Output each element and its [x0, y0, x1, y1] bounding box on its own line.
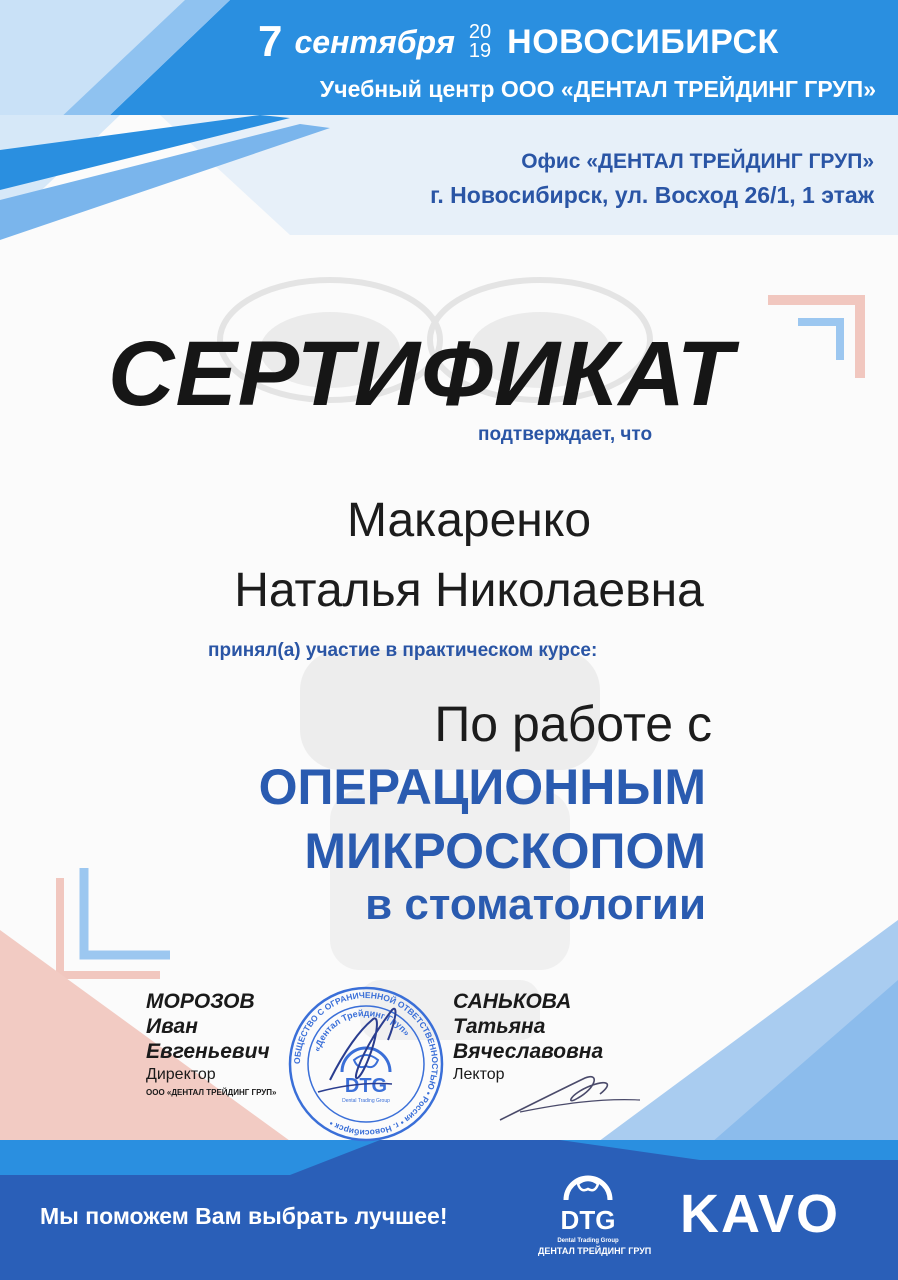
event-city: НОВОСИБИРСК — [507, 22, 779, 61]
dtg-logo-sub-ru: ДЕНТАЛ ТРЕЙДИНГ ГРУП — [538, 1246, 652, 1256]
dtg-logo — [538, 1162, 652, 1256]
event-year-bottom: 19 — [468, 40, 492, 62]
tooth-arch-icon — [558, 1162, 618, 1202]
kavo-logo: KAVO — [680, 1184, 841, 1244]
office-name: Офис «ДЕНТАЛ ТРЕЙДИНГ ГРУП» — [521, 150, 874, 173]
recipient-surname: Макаренко — [346, 494, 592, 547]
dtg-logo-sub-en: Dental Trading Group — [557, 1238, 619, 1244]
stamp-inner-text: «Дентал Трейдинг Груп» — [311, 1007, 412, 1053]
lecturer-first-name: Татьяна — [453, 1015, 546, 1038]
training-center: Учебный центр ООО «ДЕНТАЛ ТРЕЙДИНГ ГРУП» — [319, 76, 876, 102]
director-org: ООО «ДЕНТАЛ ТРЕЙДИНГ ГРУП» — [146, 1088, 277, 1097]
recipient-given-names: Наталья Николаевна — [234, 564, 704, 617]
lecturer-patronymic: Вячеславовна — [453, 1040, 604, 1063]
director-first-name: Иван — [146, 1015, 198, 1038]
certificate-title: СЕРТИФИКАТ — [108, 323, 734, 425]
stamp-outer-text: ОБЩЕСТВО С ОГРАНИЧЕННОЙ ОТВЕТСТВЕННОСТЬЮ • Россия • г. Новосибирск • — [291, 989, 441, 1139]
dtg-logo-text: DTG — [560, 1205, 616, 1235]
director-surname: МОРОЗОВ — [146, 990, 255, 1013]
event-year-top: 20 — [468, 21, 492, 43]
slogan: Мы поможем Вам выбрать лучшее! — [40, 1203, 448, 1229]
event-day: 7 — [258, 17, 283, 66]
lecturer-role: Лектор — [453, 1066, 505, 1083]
stamp-logo-sub: Dental Trading Group — [342, 1098, 390, 1104]
course-title-line-1: По работе с — [434, 696, 712, 752]
stamp-logo: DTG — [344, 1075, 388, 1097]
participation-text: принял(а) участие в практическом курсе: — [208, 640, 598, 661]
event-month: сентября — [294, 23, 455, 60]
director-patronymic: Евгеньевич — [146, 1040, 270, 1063]
lecturer-surname: САНЬКОВА — [453, 990, 572, 1013]
office-street: г. Новосибирск, ул. Восход 26/1, 1 этаж — [430, 182, 874, 208]
director-role: Директор — [146, 1066, 216, 1083]
course-title-line-3: МИКРОСКОПОМ — [304, 823, 706, 879]
course-title-line-4: в стоматологии — [365, 880, 706, 929]
course-title-line-2: ОПЕРАЦИОННЫМ — [258, 759, 706, 815]
confirms-text: подтверждает, что — [478, 424, 653, 445]
